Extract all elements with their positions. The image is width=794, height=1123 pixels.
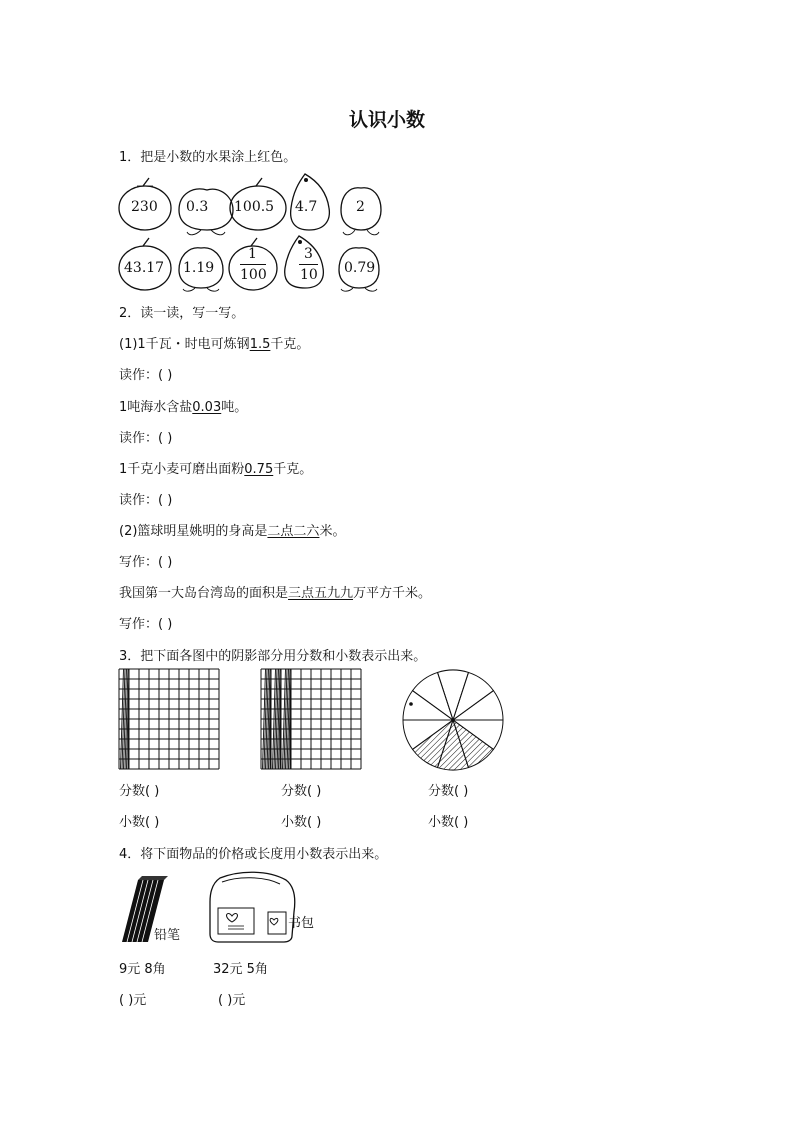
sector bbox=[413, 672, 453, 720]
sentence-5 bbox=[119, 582, 431, 601]
decimal-answer-3[interactable]: 小数( ) bbox=[428, 815, 469, 830]
sector bbox=[453, 672, 493, 720]
underlined-number: 0.75 bbox=[244, 462, 274, 477]
sentence-text: 米。 bbox=[319, 524, 346, 539]
fraction-denominator: 100 bbox=[240, 267, 267, 283]
sentence-text: 我国第一大岛台湾岛的面积是 bbox=[119, 586, 289, 601]
decimal-price-answer-1[interactable]: ( )元 bbox=[119, 993, 147, 1008]
sentence-3 bbox=[119, 458, 312, 477]
sentence-4 bbox=[119, 520, 345, 539]
fraction-answer-3[interactable]: 分数( ) bbox=[428, 784, 469, 799]
write-answer-1[interactable]: 写作：( ) bbox=[119, 555, 173, 570]
hundred-grid-2 bbox=[261, 669, 361, 769]
fraction-denominator: 10 bbox=[300, 267, 318, 283]
fruit-number: 0.79 bbox=[344, 260, 376, 276]
page-title: 认识小数 bbox=[349, 109, 426, 131]
fruit-number: 1.19 bbox=[183, 260, 215, 276]
sentence-text: 千克。 bbox=[273, 462, 313, 477]
circle-diagram bbox=[402, 669, 504, 771]
fraction-numerator: 1 bbox=[248, 246, 257, 262]
fruit-number: 100.5 bbox=[234, 199, 275, 215]
sentence-text: 吨。 bbox=[221, 400, 248, 415]
fraction-bar bbox=[299, 264, 318, 265]
price-1: 9元 8角 bbox=[119, 962, 166, 977]
underlined-number: 1.5 bbox=[249, 337, 271, 352]
backpack-icon bbox=[210, 872, 295, 942]
fruit-number: 43.17 bbox=[124, 260, 165, 276]
underlined-number: 二点二六 bbox=[267, 524, 320, 539]
underlined-number: 0.03 bbox=[192, 400, 222, 415]
fraction-answer-2[interactable]: 分数( ) bbox=[281, 784, 322, 799]
items-figure bbox=[118, 872, 318, 947]
underlined-number: 三点五九九 bbox=[288, 586, 354, 601]
fruit-number: 4.7 bbox=[295, 199, 318, 215]
fruit-number: 0.3 bbox=[186, 199, 209, 215]
decimal-price-answer-2[interactable]: ( )元 bbox=[218, 993, 246, 1008]
hundred-grid-1 bbox=[119, 669, 219, 769]
decimal-answer-1[interactable]: 小数( ) bbox=[119, 815, 160, 830]
q3-prompt: 3．把下面各图中的阴影部分用分数和小数表示出来。 bbox=[119, 649, 427, 664]
price-2: 32元 5角 bbox=[213, 962, 268, 977]
marker-dot bbox=[409, 702, 413, 706]
q2-prompt: 2．读一读，写一写。 bbox=[119, 306, 245, 321]
read-answer-1[interactable]: 读作：( ) bbox=[119, 368, 173, 383]
q4-prompt: 4．将下面物品的价格或长度用小数表示出来。 bbox=[119, 847, 388, 862]
pencil-label: 铅笔 bbox=[154, 928, 181, 943]
sentence-text: 1吨海水含盐 bbox=[119, 400, 193, 415]
sentence-text: (1)1千瓦・时电可炼钢 bbox=[119, 337, 250, 352]
sentence-text: 1千克小麦可磨出面粉 bbox=[119, 462, 245, 477]
sentence-1 bbox=[119, 333, 309, 352]
read-answer-3[interactable]: 读作：( ) bbox=[119, 493, 173, 508]
read-answer-2[interactable]: 读作：( ) bbox=[119, 431, 173, 446]
write-answer-2[interactable]: 写作：( ) bbox=[119, 617, 173, 632]
fruit-number: 2 bbox=[356, 199, 365, 215]
fruit-number: 230 bbox=[131, 199, 158, 215]
decimal-answer-2[interactable]: 小数( ) bbox=[281, 815, 322, 830]
sector bbox=[453, 691, 503, 720]
sentence-text: 千克。 bbox=[270, 337, 310, 352]
sentence-2 bbox=[119, 396, 247, 415]
fraction-numerator: 3 bbox=[304, 246, 313, 262]
fraction-answer-1[interactable]: 分数( ) bbox=[119, 784, 160, 799]
backpack-label: 书包 bbox=[288, 916, 315, 931]
q1-prompt: 1．把是小数的水果涂上红色。 bbox=[119, 150, 297, 165]
fraction-bar bbox=[240, 264, 266, 265]
sentence-text: (2)篮球明星姚明的身高是 bbox=[119, 524, 268, 539]
sentence-text: 万平方千米。 bbox=[353, 586, 432, 601]
